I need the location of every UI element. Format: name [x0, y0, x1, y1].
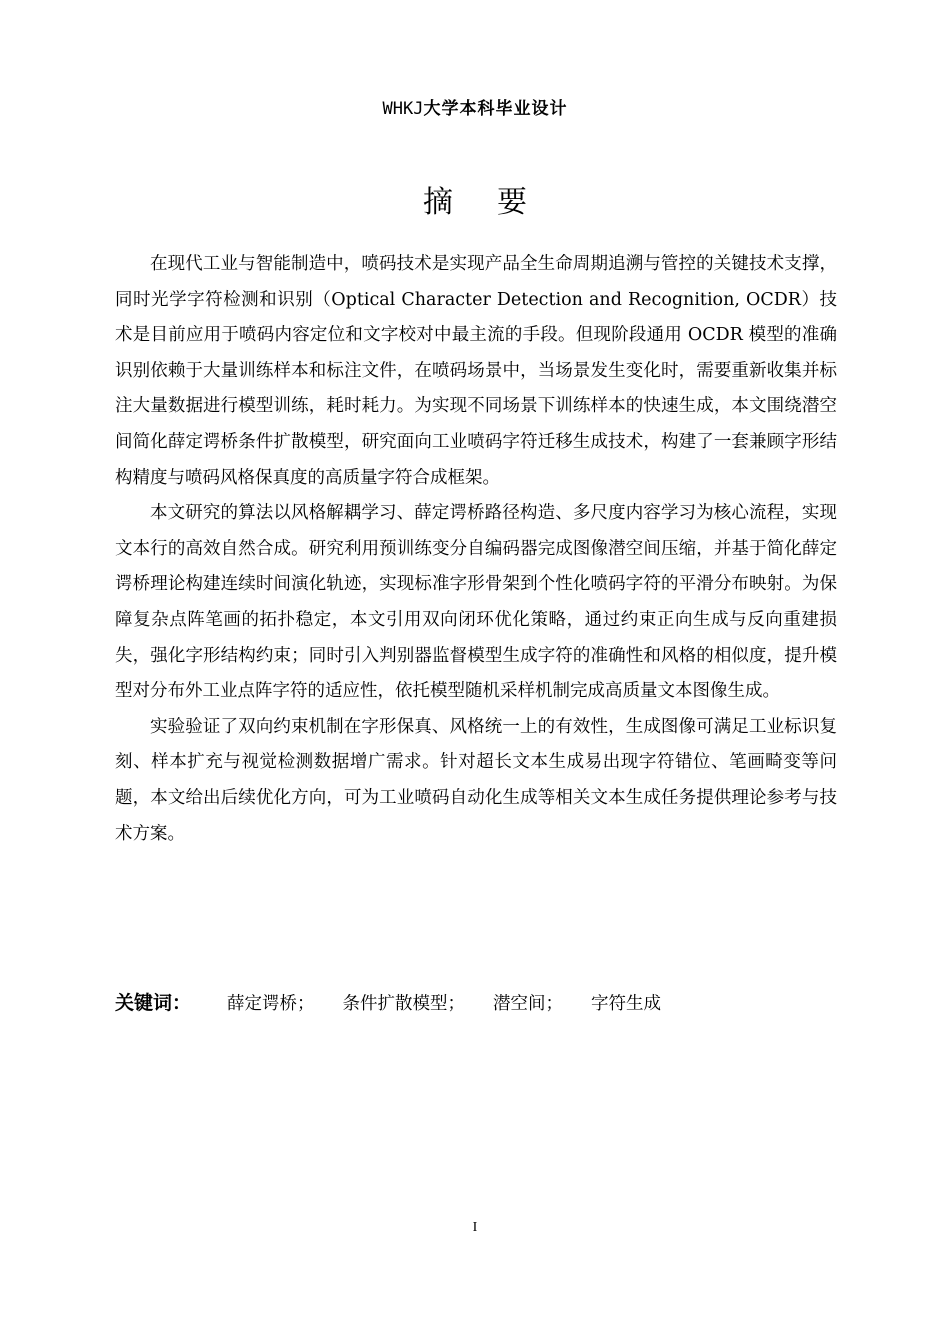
section-title: 摘要: [423, 185, 571, 220]
header-institution-code: WHKJ: [382, 99, 424, 119]
running-header: [0, 94, 950, 119]
keywords-label: 关键词：: [115, 992, 192, 1014]
keywords-line: [115, 988, 837, 1019]
abstract-paragraph-3: 实验验证了双向约束机制在字形保真、风格统一上的有效性，生成图像可满足工业标识复刻、样本扩充与视觉检测数据增广需求。针对超长文本生成易出现字符错位、笔画畸变等问题，本文给出后续优化方向，可为工业喷码自动化生成等相关文本生成任务提供理论参考与技术方案。: [115, 716, 837, 844]
abstract-paragraph-2: 本文研究的算法以风格解耦学习、薛定谔桥路径构造、多尺度内容学习为核心流程，实现文本行的高效自然合成。研究利用预训练变分自编码器完成图像潜空间压缩，并基于简化薛定谔桥理论构建连续时间演化轨迹，实现标准字形骨架到个性化喷码字符的平滑分布映射。为保障复杂点阵笔画的拓扑稳定，本文引用双向闭环优化策略，通过约束正向生成与反向重建损失，强化字形结构约束；同时引入判别器监督模型生成字符的准确性和风格的相似度，提升模型对分布外工业点阵字符的适应性，依托模型随机采样机制完成高质量文本图像生成。: [115, 503, 837, 702]
abstract-body: [115, 247, 837, 852]
abstract-paragraph-1: 在现代工业与智能制造中，喷码技术是实现产品全生命周期追溯与管控的关键技术支撑，同时光学字符检测和识别（Optical Character Detection and Recognition, OCDR）技术是目前应用于喷码内容定位和文字校对中最主流的手段。但现阶段通用 OCDR 模型的准确识别依赖于大量训练样本和标注文件，在喷码场景中，当场景发生变化时，需要重新收集并标注大量数据进行模型训练，耗时耗力。为实现不同场景下训练样本的快速生成，本文围绕潜空间简化薛定谔桥条件扩散模型，研究面向工业喷码字符迁移生成技术，构建了一套兼顾字形结构精度与喷码风格保真度的高质量字符合成框架。: [115, 254, 837, 488]
header-title: 大学本科毕业设计: [423, 99, 568, 119]
keyword-item: 薛定谔桥；: [227, 994, 315, 1014]
keyword-item: 条件扩散模型；: [342, 994, 465, 1014]
keyword-item: 字符生成: [591, 994, 661, 1014]
page-number: I: [472, 1220, 478, 1235]
keyword-item: 潜空间；: [493, 994, 563, 1014]
